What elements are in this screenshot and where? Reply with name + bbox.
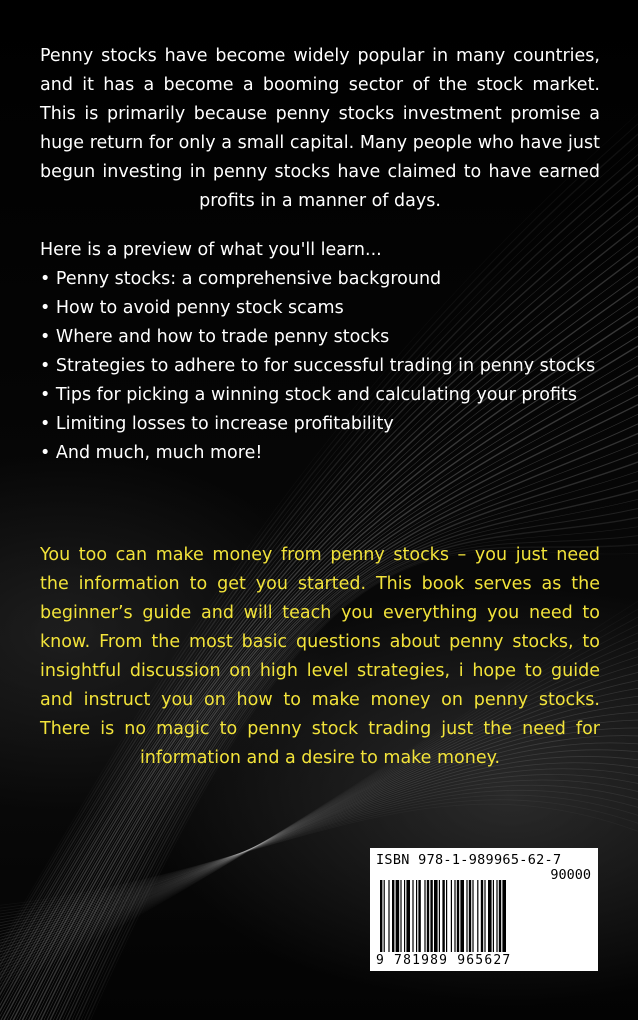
intro-paragraph: Penny stocks have become widely popular in many countries, and it has a become a booming sector of the stock market. This is primarily because penny stocks investment promise a huge return for only a small capital. Many people who have just begun investing in penny stocks have claimed to have earned profits in a manner of days. [40,46,600,211]
preview-item: • Penny stocks: a comprehensive background [40,269,442,289]
price-code: 90000 [550,867,591,883]
isbn-label: ISBN 978-1-989965-62-7 [376,852,562,868]
preview-item: • How to avoid penny stock scams [40,298,344,318]
preview-item: • And much, much more! [40,443,263,463]
preview-item: • Where and how to trade penny stocks [40,327,390,347]
preview-item: • Strategies to adhere to for successful trading in penny stocks [40,356,596,376]
preview-item: • Limiting losses to increase profitability [40,414,394,434]
isbn-barcode [370,848,598,971]
preview-section [40,236,600,468]
pitch-paragraph: You too can make money from penny stocks – you just need the information to get you started. This book serves as the beginner’s guide and will teach you everything you need to know. From the most basic questions about penny stocks, to insightful discussion on high level strategies, i hope to guide and instruct you on how to make money on penny stocks. There is no magic to penny stock trading just the need for information and a desire to make money. [40,545,600,768]
barcode-digits: 9 781989 965627 [376,953,512,968]
barcode-bars [376,880,592,952]
preview-heading: Here is a preview of what you'll learn... [40,240,382,260]
preview-item: • Tips for picking a winning stock and calculating your profits [40,385,577,405]
